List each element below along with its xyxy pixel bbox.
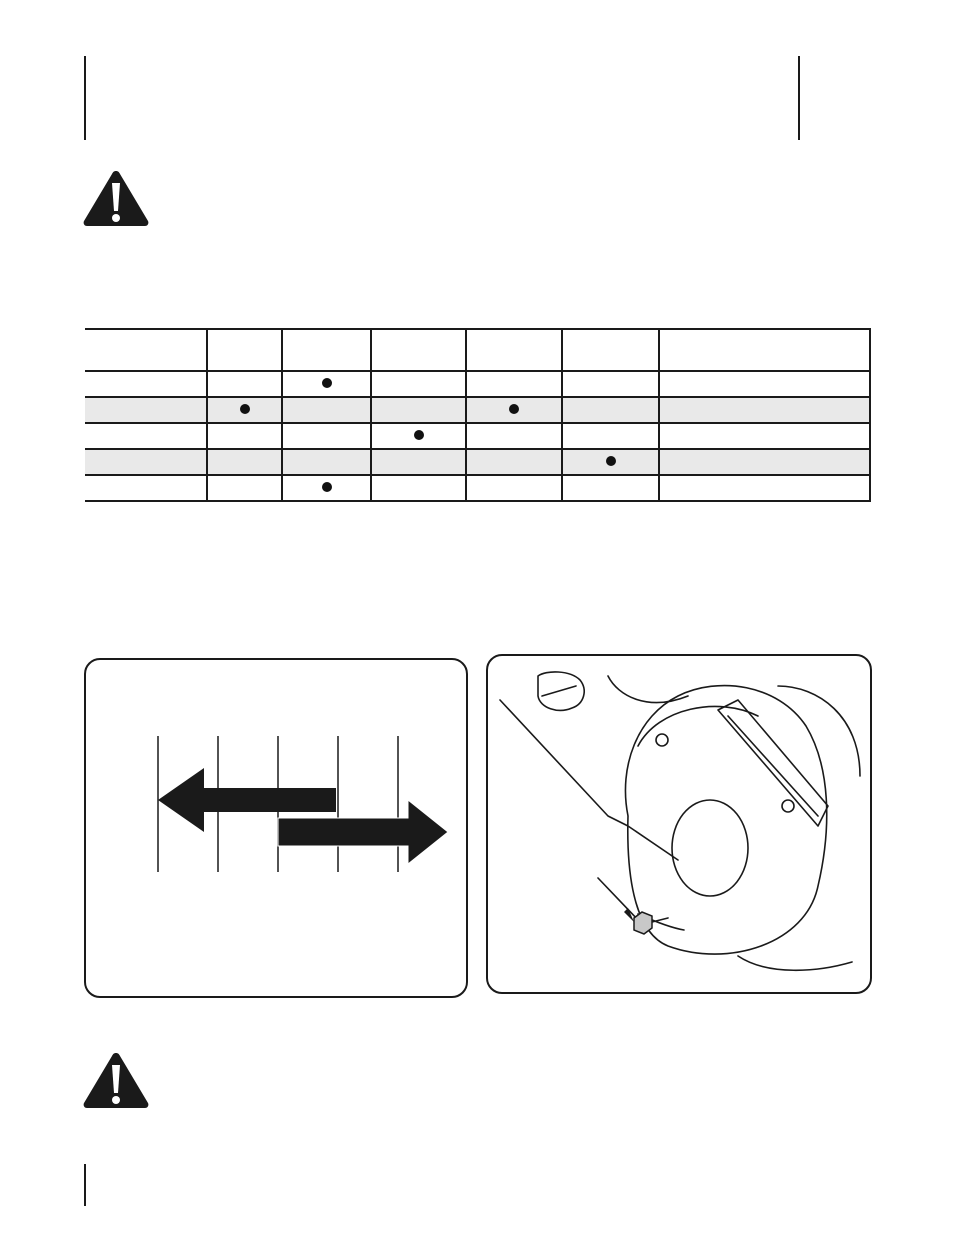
header-cell <box>659 329 870 371</box>
table-row <box>85 371 870 397</box>
table-row <box>85 423 870 449</box>
table-header-row <box>85 329 870 371</box>
header-cell <box>207 329 282 371</box>
table-row <box>85 475 870 501</box>
bullet-icon <box>606 456 616 466</box>
bullet-icon <box>509 404 519 414</box>
interval-cell <box>466 475 562 501</box>
interval-cell <box>562 449 659 475</box>
interval-cell <box>562 423 659 449</box>
interval-cell <box>282 371 371 397</box>
interval-cell <box>371 371 466 397</box>
interval-cell <box>466 397 562 423</box>
bullet-icon <box>240 404 250 414</box>
header-cell <box>282 329 371 371</box>
figure-panel-left <box>84 658 468 998</box>
interval-cell <box>466 423 562 449</box>
header-cell <box>466 329 562 371</box>
interval-cell <box>282 449 371 475</box>
bullet-icon <box>414 430 424 440</box>
interval-cell <box>371 423 466 449</box>
interval-cell <box>562 397 659 423</box>
interval-cell <box>562 475 659 501</box>
interval-cell <box>371 397 466 423</box>
drain-plug-icon <box>634 912 652 934</box>
notes-cell <box>659 371 870 397</box>
notes-cell <box>659 475 870 501</box>
header-cell <box>562 329 659 371</box>
interval-cell <box>282 423 371 449</box>
bullet-icon <box>322 378 332 388</box>
notes-cell <box>659 423 870 449</box>
warning-triangle-icon <box>82 1050 150 1110</box>
interval-cell <box>207 423 282 449</box>
maintenance-schedule-table <box>85 328 871 502</box>
task-cell <box>85 397 207 423</box>
task-cell <box>85 371 207 397</box>
warning-triangle-icon <box>82 168 150 228</box>
interval-cell <box>562 371 659 397</box>
interval-cell <box>466 449 562 475</box>
interval-cell <box>282 397 371 423</box>
table-row <box>85 397 870 423</box>
interval-cell <box>371 475 466 501</box>
table-row <box>85 449 870 475</box>
interval-cell <box>466 371 562 397</box>
interval-cell <box>282 475 371 501</box>
interval-cell <box>207 449 282 475</box>
task-cell <box>85 475 207 501</box>
interval-cell <box>207 397 282 423</box>
oil-level-arrows-diagram <box>86 660 466 996</box>
engine-drain-plug-illustration <box>488 656 870 992</box>
header-cell <box>85 329 207 371</box>
header-rule-right <box>798 56 800 140</box>
bullet-icon <box>322 482 332 492</box>
footer-rule-left <box>84 1164 86 1206</box>
header-rule-left <box>84 56 86 140</box>
task-cell <box>85 423 207 449</box>
interval-cell <box>207 475 282 501</box>
notes-cell <box>659 397 870 423</box>
interval-cell <box>207 371 282 397</box>
figure-panel-right <box>486 654 872 994</box>
header-cell <box>371 329 466 371</box>
notes-cell <box>659 449 870 475</box>
task-cell <box>85 449 207 475</box>
interval-cell <box>371 449 466 475</box>
